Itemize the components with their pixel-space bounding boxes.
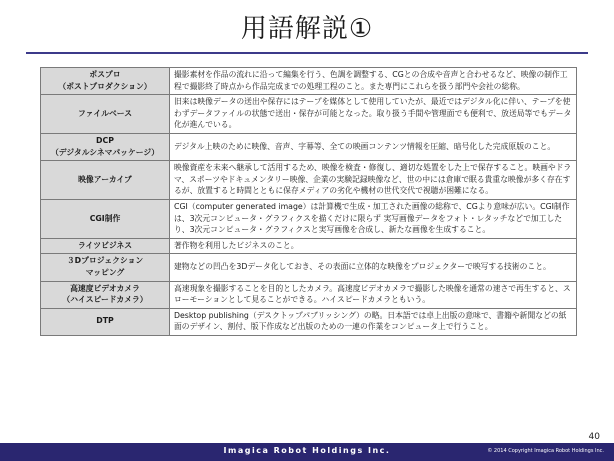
definition-cell: 建物などの凹凸を3Dデータ化しておき、その表面に立体的な映像をプロジェクターで映写する技術のこと。 <box>170 254 577 281</box>
term-label: ポスプロ <box>89 70 121 79</box>
definition-cell: デジタル上映のために映像、音声、字幕等、全ての映画コンテンツ情報を圧縮、暗号化した完成原版のこと。 <box>170 133 577 160</box>
term-cell <box>41 133 170 160</box>
term-cell <box>41 199 170 238</box>
definition-cell: 旧来は映像データの送出や保存にはテープを媒体として使用していたが、最近ではデジタル化に伴い、テープを使わずデータファイルの状態で送出・保存が可能となった。取り扱う手間や管理面でも便利で、放送局等でもデータ化が進んでいる。 <box>170 95 577 134</box>
glossary-table <box>40 67 577 336</box>
table-row <box>41 68 577 95</box>
term-cell <box>41 254 170 281</box>
term-label: （デジタルシネマパッケージ） <box>50 147 160 157</box>
table-row <box>41 254 577 281</box>
definition-cell: 著作物を利用したビジネスのこと。 <box>170 238 577 254</box>
term-label: 映像アーカイブ <box>78 174 132 184</box>
definition-cell: CGI（computer generated image）は計算機で生成・加工された画像の総称で、CGより意味が広い。CGI制作は、3次元コンピュータ・グラフィクスを描くだけに限らず 実写画像データをフォト・レタッチなどで加工したり、3次元コンピュータ・グラフィクスと実写画像を合成し、新たな画像を生成すること。 <box>170 199 577 238</box>
table-row <box>41 238 577 254</box>
copyright-text: © 2014 Copyright Imagica Robot Holdings Inc. <box>487 448 604 454</box>
term-label: マッピング <box>85 267 125 277</box>
term-cell <box>41 281 170 308</box>
term-cell <box>41 308 170 335</box>
company-logo: Imagica Robot Holdings Inc. <box>223 446 391 455</box>
table-row <box>41 281 577 308</box>
table-row <box>41 199 577 238</box>
page-number: 40 <box>588 432 600 442</box>
term-label: ３Dプロジェクション <box>66 256 144 266</box>
term-label: （ポストプロダクション） <box>58 81 152 91</box>
definition-cell: 高速現象を撮影することを目的としたカメラ。高速度ビデオカメラで撮影した映像を通常の速さで再生すると、スローモーションとして見ることができる。ハイスピードカメラともいう。 <box>170 281 577 308</box>
term-cell <box>41 95 170 134</box>
term-label: （ハイスピードカメラ） <box>62 295 148 305</box>
table-row <box>41 133 577 160</box>
table-row <box>41 161 577 200</box>
table-row <box>41 308 577 335</box>
title-underline <box>26 52 588 54</box>
term-label: DCP <box>96 135 114 145</box>
definition-cell: 撮影素材を作品の流れに沿って編集を行う、色調を調整する、CGとの合成や音声と合わせるなど、映像の制作工程で撮影終了時点から作品完成までの処理工程のこと。また専門にこれらを扱う部門や会社の総称。 <box>170 68 577 95</box>
term-label: CGI制作 <box>89 213 121 223</box>
definition-cell: Desktop publishing（デスクトップパブリッシング）の略。日本語では卓上出版の意味で、書籍や新聞などの紙面のデザイン、割付、版下作成など出版のための一連の作業をコンピュータ上で行うこと。 <box>170 308 577 335</box>
term-cell <box>41 161 170 200</box>
table-row <box>41 95 577 134</box>
term-cell <box>41 238 170 254</box>
page-title: 用語解説① <box>240 14 374 44</box>
term-label: ファイルベース <box>77 108 133 118</box>
term-cell <box>41 68 170 95</box>
term-label: ライツビジネス <box>77 240 133 250</box>
definition-cell: 映像資産を未来へ継承して活用するため、映像を検査・修復し、適切な処置をした上で保存すること。映画やドラマ、スポーツやドキュメンタリー映像、企業の実験記録映像など、世の中には倉庫で眠る貴重な映像が多く存在するが、放置すると時間とともに保存メディアの劣化や機材の世代交代で視聴が困難になる。 <box>170 161 577 200</box>
footer-bar <box>0 443 614 461</box>
term-label: 高速度ビデオカメラ <box>70 283 140 293</box>
term-label: DTP <box>96 316 114 326</box>
